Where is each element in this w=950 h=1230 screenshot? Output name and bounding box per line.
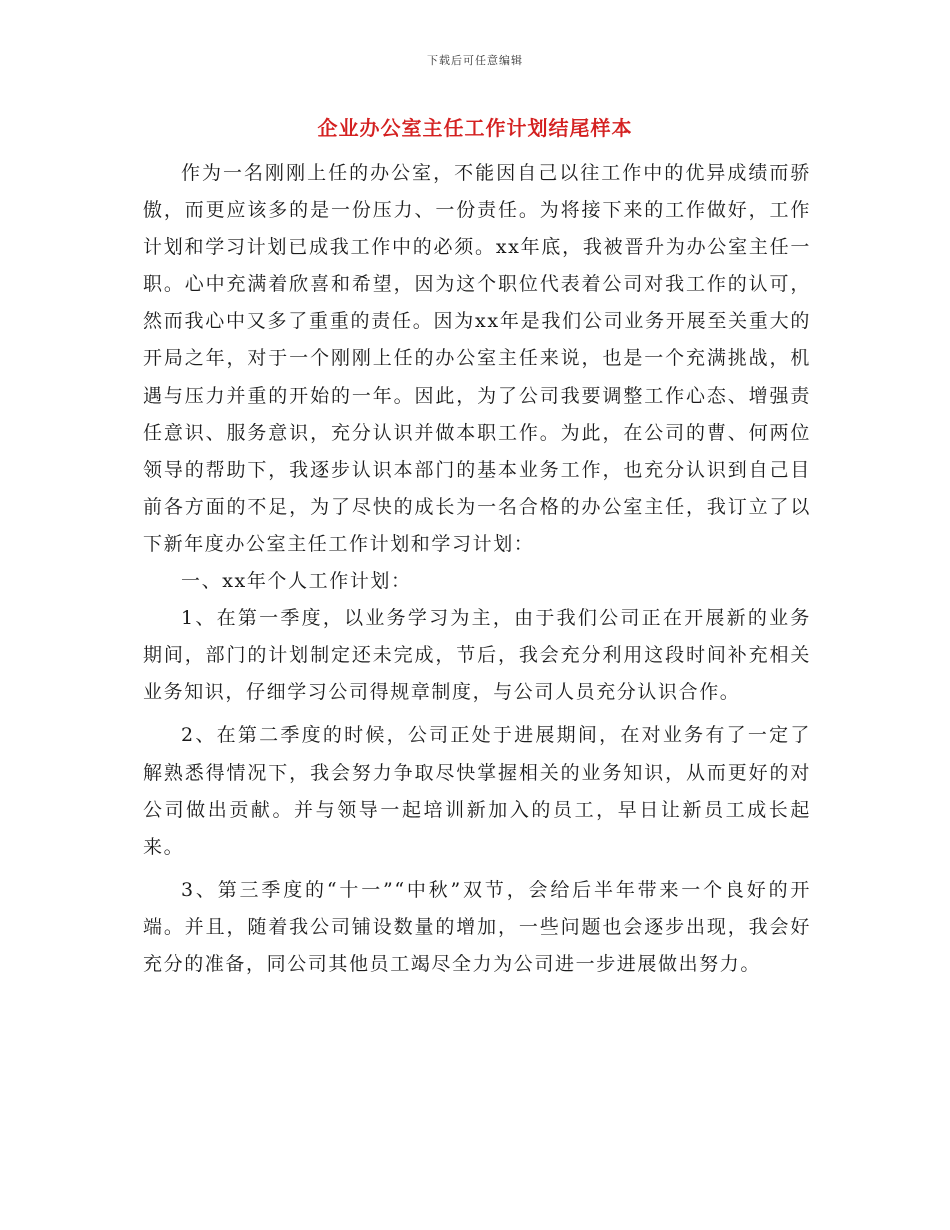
paragraph-item-1: 1、在第一季度，以业务学习为主，由于我们公司正在开展新的业务期间，部门的计划制定还未完成，节后，我会充分利用这段时间补充相关业务知识，仔细学习公司得规章制度，与公司人员充分认识合作。 <box>143 607 811 704</box>
paragraph-item-3: 3、第三季度的“十一”“中秋”双节，会给后半年带来一个良好的开端。并且，随着我公司铺设数量的增加，一些问题也会逐步出现，我会好充分的准备，同公司其他员工竭尽全力为公司进一步进展做出努力。 <box>143 878 811 975</box>
paragraph-section-heading: 一、xx年个人工作计划： <box>181 570 412 593</box>
document-title: 企业办公室主任工作计划结尾样本 <box>317 116 633 140</box>
document-body <box>143 155 811 983</box>
paragraph-intro: 作为一名刚刚上任的办公室，不能因自己以往工作中的优异成绩而骄傲，而更应该多的是一份压力、一份责任。为将接下来的工作做好，工作计划和学习计划已成我工作中的必须。xx年底，我被晋升为办公室主任一职。心中充满着欣喜和希望，因为这个职位代表着公司对我工作的认可，然而我心中又多了重重的责任。因为xx年是我们公司业务开展至关重大的开局之年，对于一个刚刚上任的办公室主任来说，也是一个充满挑战，机遇与压力并重的开始的一年。因此，为了公司我要调整工作心态、增强责任意识、服务意识，充分认识并做本职工作。为此，在公司的曹、何两位领导的帮助下，我逐步认识本部门的基本业务工作，也充分认识到自己目前各方面的不足，为了尽快的成长为一名合格的办公室主任，我订立了以下新年度办公室主任工作计划和学习计划： <box>143 162 811 555</box>
page-header-note: 下载后可任意编辑 <box>427 54 523 67</box>
paragraph-item-2: 2、在第二季度的时候，公司正处于进展期间，在对业务有了一定了解熟悉得情况下，我会努力争取尽快掌握相关的业务知识，从而更好的对公司做出贡献。并与领导一起培训新加入的员工，早日让新员工成长起来。 <box>143 724 811 858</box>
